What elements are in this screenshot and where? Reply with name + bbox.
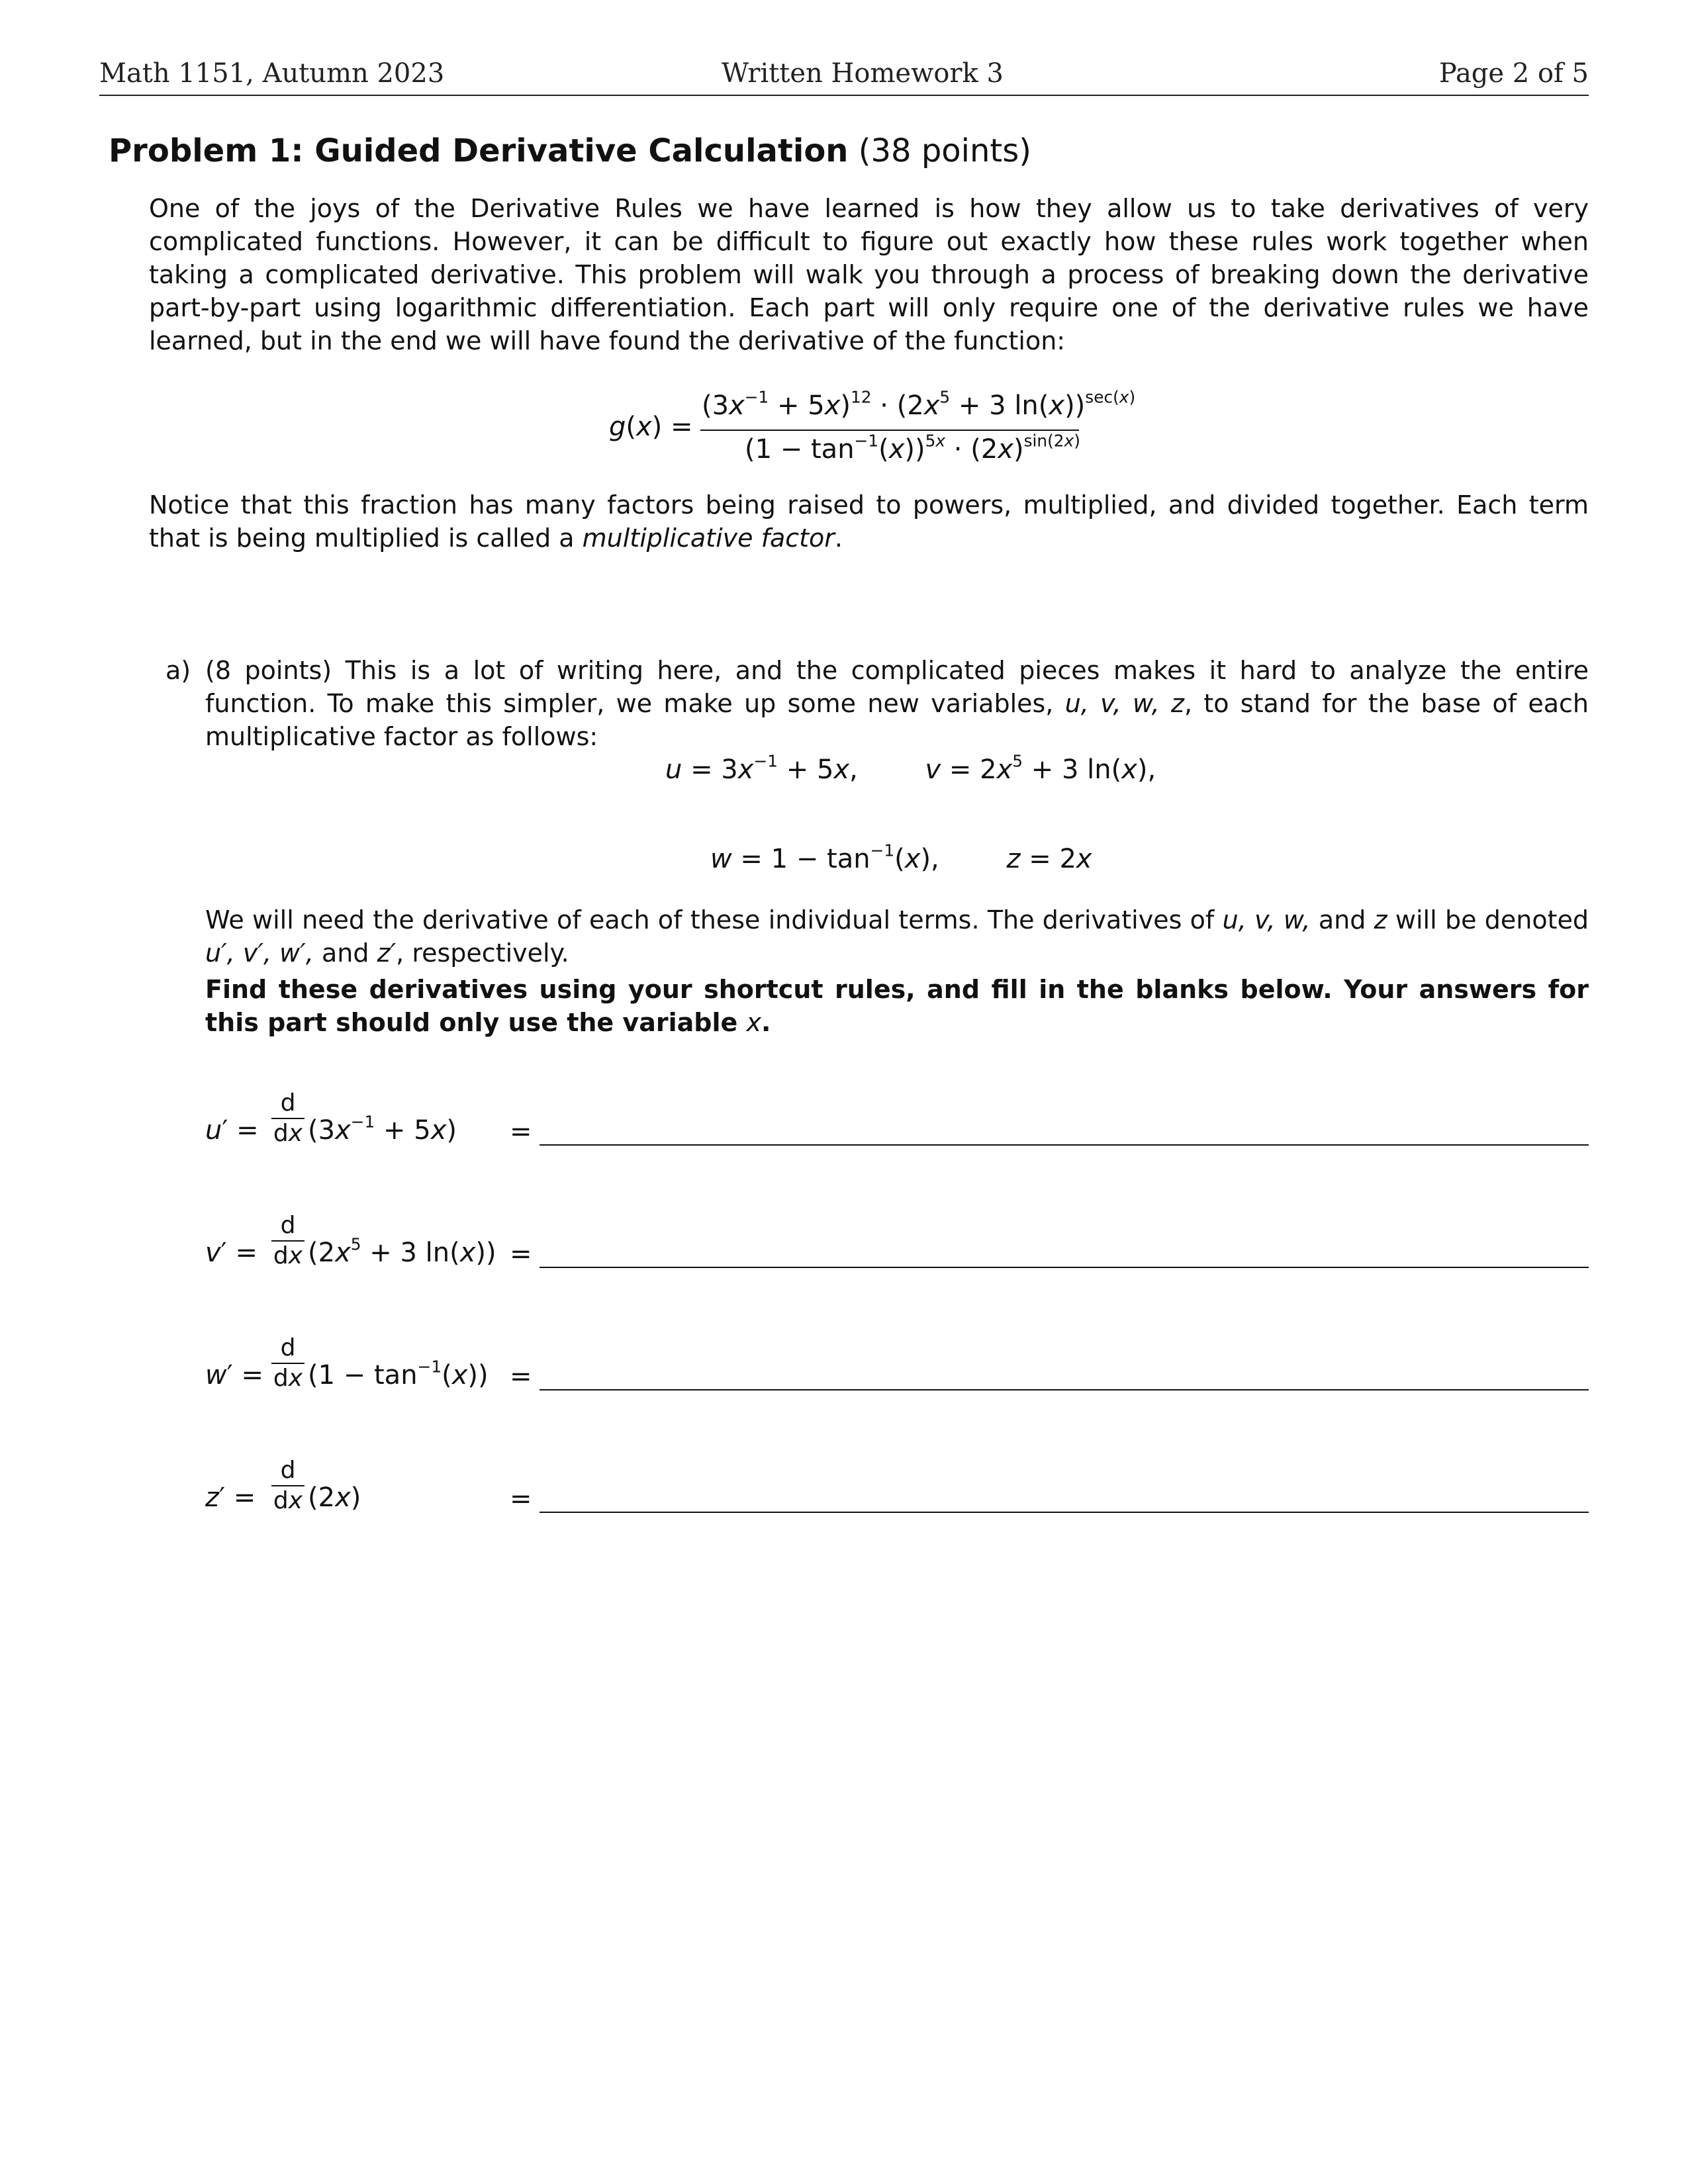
instruction: Find these derivatives using your shortcut rules, and fill in the blanks below. Your answers for this part should only use the variable x. bbox=[205, 975, 1589, 1037]
answer-blank-w[interactable] bbox=[539, 1389, 1589, 1390]
problem-title: Problem 1: Guided Derivative Calculation (38 points) bbox=[109, 132, 1031, 169]
derivative-z-row: z′ = d dx (2x) = bbox=[205, 1456, 1589, 1529]
substitution-u-v: $u = 3x^{-1} + 5x$, $v = 2x^5 + 3$ ln(x), bbox=[665, 751, 1156, 785]
answer-blank-u[interactable] bbox=[539, 1144, 1589, 1146]
header-page-number: Page 2 of 5 bbox=[1438, 58, 1589, 89]
part-a-text: (8 points) This is a lot of writing here, and the complicated pieces makes it hard to analyze the entire function. To make this simpler, we make up some new variables, u, v, w, z, to stand for the base of each multiplicative factor as follows: bbox=[205, 656, 1589, 751]
answer-blank-z[interactable] bbox=[539, 1512, 1589, 1513]
derivative-v-row: v′ = d dx ($2x^5 + 3$ ln(x)) = bbox=[205, 1211, 1589, 1284]
header-course: Math 1151, Autumn 2023 bbox=[99, 58, 445, 89]
derivatives-note: We will need the derivative of each of these individual terms. The derivatives of u, v, w, and z will be denoted u′, v′, w′, and z′, respectively. bbox=[205, 905, 1589, 968]
part-a-label: a) bbox=[165, 656, 191, 685]
answer-blank-v[interactable] bbox=[539, 1267, 1589, 1268]
problem-intro: One of the joys of the Derivative Rules we have learned is how they allow us to take derivatives of very complicated functions. However, it can be difficult to figure out exactly how these rules work together when taking a complicated derivative. This problem will walk you through a process of breaking down the derivative part-by-part using logarithmic differentiation. Each part will only require one of the derivative rules we have learned, but in the end we will have found the derivative of the function: bbox=[149, 194, 1589, 355]
header-assignment: Written Homework 3 bbox=[722, 58, 1004, 89]
derivative-u-row: u′ = d dx $(3x^{-1} + 5x)$ = bbox=[205, 1089, 1589, 1161]
notice-paragraph: Notice that this fraction has many factors being raised to powers, multiplied, and divided together. Each term that is being multiplied is called a multiplicative factor. bbox=[149, 490, 1589, 553]
derivative-w-row: w′ = d dx $(1 - \tan^{-1}(x))$ = bbox=[205, 1334, 1589, 1406]
substitution-w-z: $w = 1 - \tan^{-1}(x)$, z = 2x bbox=[710, 841, 1092, 874]
header-rule bbox=[99, 95, 1589, 96]
